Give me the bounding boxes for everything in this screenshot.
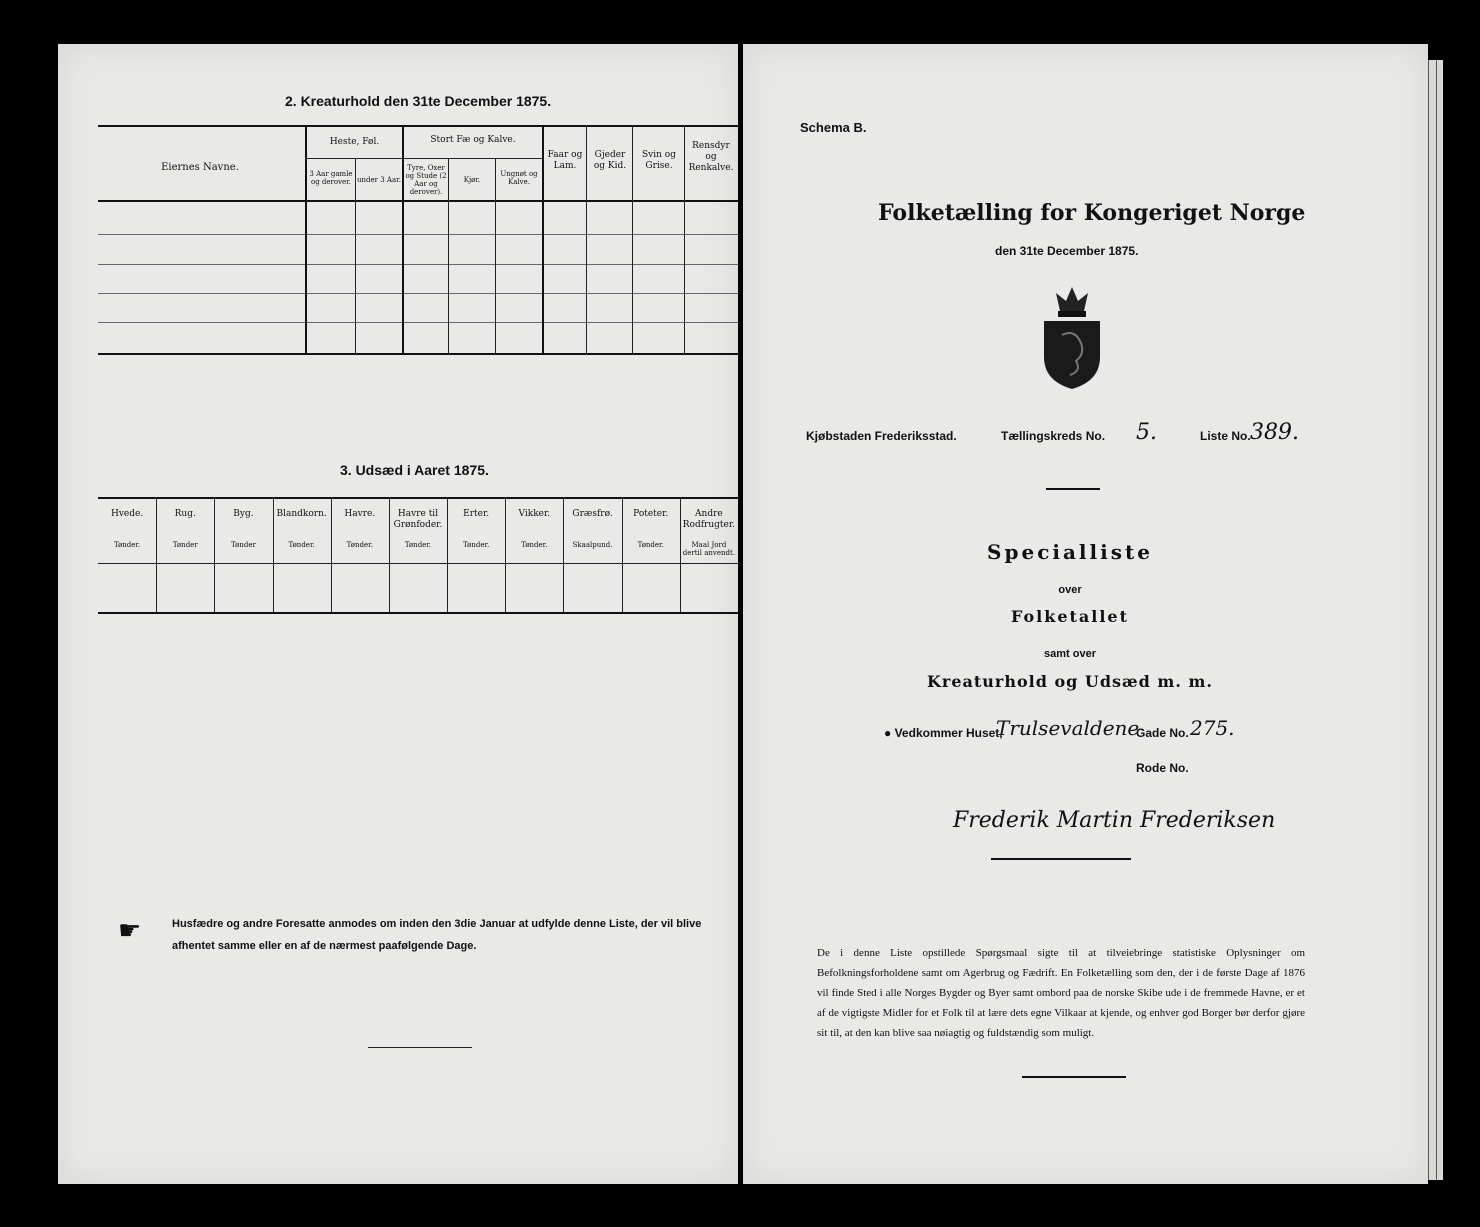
sowing-col-unit: Tønder. (404, 541, 432, 549)
col-stort: Stort Fæ og Kalve. (430, 135, 516, 145)
left-page (58, 44, 738, 1184)
sowing-col-name: Blandkorn. (276, 509, 327, 519)
pointing-hand-icon: ☛ (118, 916, 142, 946)
col-heste-young: under 3 Aar. (357, 176, 401, 184)
divider (1022, 1076, 1126, 1078)
sowing-col-name: Vikker. (518, 509, 551, 519)
sowing-col-name: Rug. (174, 509, 196, 519)
sowing-col-name: Hvede. (110, 509, 144, 519)
liste-value: 389. (1250, 420, 1299, 445)
kreaturhold-heading: Kreaturhold og Udsæd m. m. (927, 672, 1213, 691)
sowing-col-name: Poteter. (633, 509, 669, 519)
huset-label: ● Vedkommer Huset, (884, 726, 1003, 740)
col-owner: Eiernes Navne. (161, 162, 239, 173)
gade-value: 275. (1190, 716, 1235, 740)
rode-label: Rode No. (1136, 761, 1189, 775)
col-faar: Faar og Lam. (547, 150, 583, 171)
huset-value: Trulsevaldene (996, 716, 1140, 740)
col-heste: Heste, Føl. (329, 137, 380, 147)
kreds-value: 5. (1136, 420, 1157, 445)
main-title: Folketælling for Kongeriget Norge (878, 200, 1306, 226)
liste-label: Liste No. (1200, 429, 1251, 443)
section2-title: 2. Kreaturhold den 31te December 1875. (285, 93, 552, 109)
info-paragraph: De i denne Liste opstillede Spørgsmaal sigte til at tilveiebringe statistiske Oplysninger om Befolkningsforholdene samt om Agerbrug og Fædrift. En Folketælling som den, der i de første Dage af 1876 vil finde Sted i alle Norges Bygder og Byer samt ombord paa de norske Skibe ude i de fremmede Havne, er et af de vigtigste Midler for et Folk til at lære dets egne Vilkaar at kjende, og enhver god Borger bør derfor gjøre sit til, at den kan blive saa nøiagtig og fuldstændig som muligt. (817, 947, 1305, 1039)
samt-over-text: samt over (1044, 648, 1096, 660)
section3-title: 3. Udsæd i Aaret 1875. (340, 462, 489, 478)
col-rensdyr: Rensdyr og Renkalve. (688, 141, 734, 173)
census-date: den 31te December 1875. (995, 244, 1139, 258)
col-svin: Svin og Grise. (642, 150, 676, 171)
notice-text (172, 913, 712, 957)
sowing-col-name: Havre. (344, 509, 376, 519)
divider (1046, 488, 1100, 490)
schema-label: Schema B. (800, 120, 867, 135)
sowing-col-unit: Tønder. (463, 541, 490, 549)
kjobstad-label: Kjøbstaden Frederiksstad. (806, 429, 957, 443)
huset-label-text: Vedkommer Huset, (894, 726, 1003, 740)
sowing-col-unit: Maal Jord dertil anvendt. (682, 541, 736, 557)
sowing-col-unit: Tønder. (113, 541, 141, 549)
divider (368, 1047, 472, 1048)
notice-line-2: afhentet samme eller en af de nærmest paafølgende Dage. (172, 940, 477, 952)
col-kjor: Kjør. (463, 176, 481, 184)
sowing-col-name: Havre til Grønfoder. (393, 509, 443, 530)
col-gjeder: Gjeder og Kid. (593, 150, 627, 171)
notice-line-1: Husfædre og andre Foresatte anmodes om inden den 3die Januar at udfylde denne Liste, der vil blive (172, 918, 702, 930)
folketallet-heading: Folketallet (1011, 607, 1129, 626)
sowing-col-name: Erter. (463, 509, 490, 519)
sowing-col-name: Græsfrø. (572, 509, 613, 519)
col-tyre: Tyre, Oxer og Stude (2 Aar og derover). (405, 164, 447, 196)
over-text-1: over (1058, 584, 1082, 596)
sowing-col-unit: Skaalpund. (572, 541, 613, 549)
page-edge (1436, 60, 1443, 1180)
sowing-col-unit: Tønder (231, 541, 256, 549)
sowing-col-unit: Tønder (172, 541, 198, 549)
col-ungnot: Ungnøt og Kalve. (500, 170, 538, 186)
gade-label: Gade No. (1136, 726, 1189, 740)
coat-of-arms-emblem (1036, 285, 1108, 391)
sowing-col-unit: Tønder. (346, 541, 373, 549)
specialliste-heading: Specialliste (987, 540, 1153, 564)
signature-line (991, 858, 1131, 860)
col-heste-old: 3 Aar gamle og derover. (309, 170, 353, 186)
sowing-col-unit: Tønder. (288, 541, 315, 549)
kreds-label: Tællingskreds No. (1001, 429, 1106, 443)
sowing-col-unit: Tønder. (521, 541, 548, 549)
sowing-col-name: Andre Rodfrugter. (682, 509, 736, 530)
sowing-col-unit: Tønder. (637, 541, 664, 549)
sowing-col-name: Byg. (233, 509, 254, 519)
owner-signature: Frederik Martin Frederiksen (953, 808, 1276, 833)
